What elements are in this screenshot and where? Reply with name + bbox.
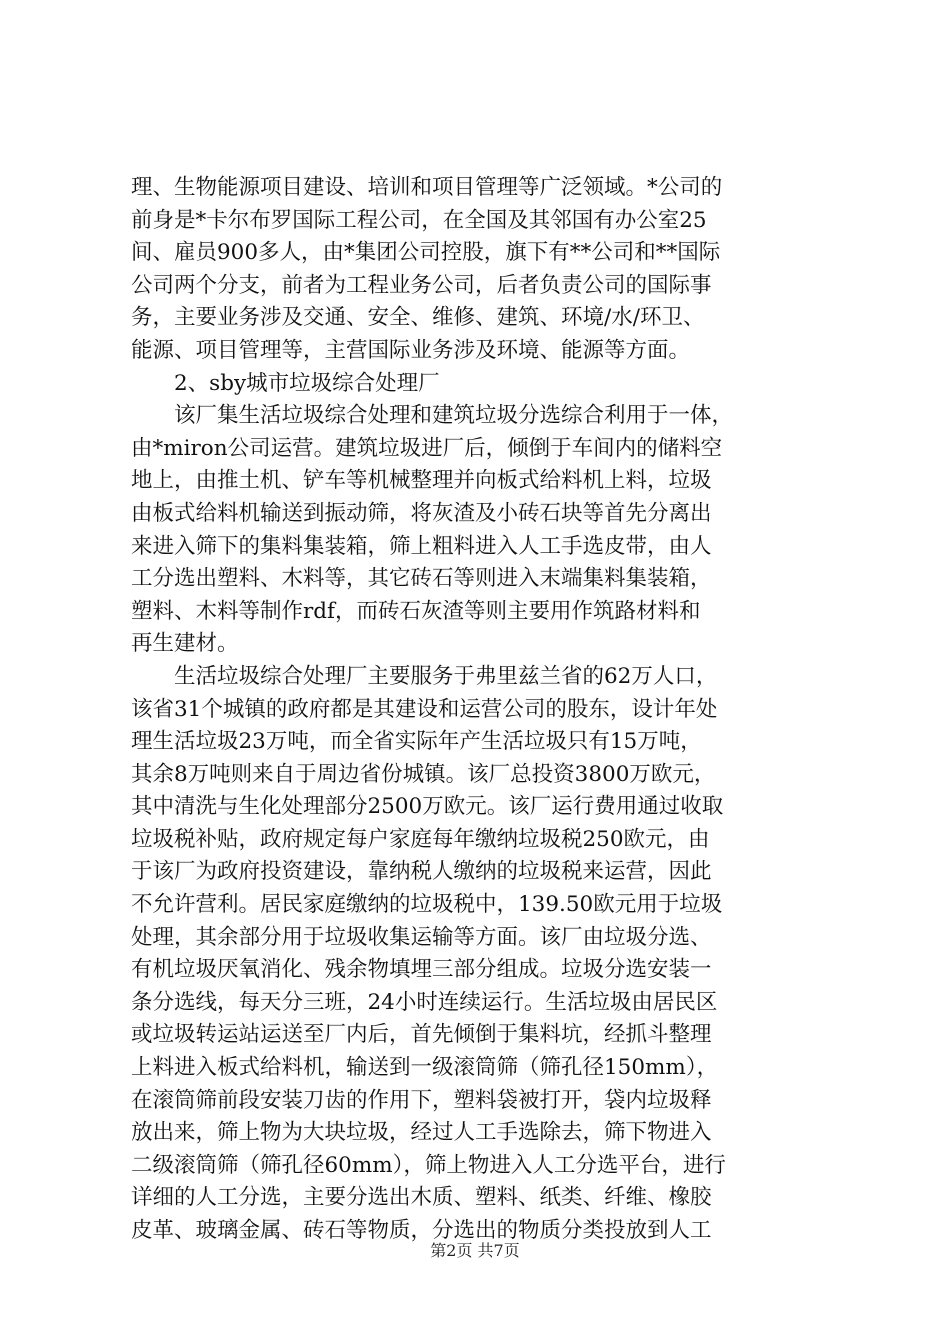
page-number: 第2页 共7页 bbox=[430, 1241, 520, 1260]
text-line: 于该厂为政府投资建设，靠纳税人缴纳的垃圾税来运营，因此 bbox=[131, 859, 712, 885]
text-line: 有机垃圾厌氧消化、残余物填埋三部分组成。垃圾分选安装一 bbox=[131, 957, 712, 983]
text-line: 该厂集生活垃圾综合处理和建筑垃圾分选综合利用于一体， bbox=[131, 403, 734, 429]
text-line: 理、生物能源项目建设、培训和项目管理等广泛领域。*公司的 bbox=[131, 175, 723, 200]
text-line: 塑料、木料等制作rdf，而砖石灰渣等则主要用作筑路材料和 bbox=[131, 598, 701, 624]
text-line: 上料进入板式给料机，输送到一级滚筒筛（筛孔径150mm）， bbox=[131, 1055, 719, 1081]
text-line: 垃圾税补贴，政府规定每户家庭每年缴纳垃圾税250欧元，由 bbox=[131, 826, 710, 852]
text-line: 由*miron公司运营。建筑垃圾进厂后，倾倒于车间内的储料空 bbox=[131, 435, 723, 461]
text-line: 公司两个分支，前者为工程业务公司，后者负责公司的国际事 bbox=[131, 272, 712, 298]
text-line: 二级滚筒筛（筛孔径60mm），筛上物进入人工分选平台，进行 bbox=[131, 1152, 726, 1178]
text-line: 能源、项目管理等，主营国际业务涉及环境、能源等方面。 bbox=[131, 337, 691, 363]
text-line: 放出来，筛上物为大块垃圾，经过人工手选除去，筛下物进入 bbox=[131, 1120, 712, 1146]
text-line: 不允许营利。居民家庭缴纳的垃圾税中，139.50欧元用于垃圾 bbox=[131, 892, 723, 918]
body-text bbox=[131, 172, 831, 1248]
text-line: 理生活垃圾23万吨，而全省实际年产生活垃圾只有15万吨， bbox=[131, 729, 702, 755]
text-line: 前身是*卡尔布罗国际工程公司，在全国及其邻国有办公室25 bbox=[131, 207, 707, 233]
text-line: 处理，其余部分用于垃圾收集运输等方面。该厂由垃圾分选、 bbox=[131, 924, 712, 950]
text-line: 皮革、玻璃金属、砖石等物质，分选出的物质分类投放到人工 bbox=[131, 1218, 712, 1243]
text-line: 其中清洗与生化处理部分2500万欧元。该厂运行费用通过收取 bbox=[131, 794, 724, 820]
text-line: 来进入筛下的集料集装箱，筛上粗料进入人工手选皮带，由人 bbox=[131, 533, 712, 559]
text-line: 工分选出塑料、木料等，其它砖石等则进入末端集料集装箱， bbox=[131, 566, 712, 592]
text-line: 间、雇员900多人，由*集团公司控股，旗下有**公司和**国际 bbox=[131, 240, 721, 266]
text-line: 在滚筒筛前段安装刀齿的作用下，塑料袋被打开，袋内垃圾释 bbox=[131, 1087, 712, 1113]
text-line: 该省31个城镇的政府都是其建设和运营公司的股东，设计年处 bbox=[131, 696, 718, 722]
section-heading: 2、sby城市垃圾综合处理厂 bbox=[174, 370, 440, 396]
text-line: 生活垃圾综合处理厂主要服务于弗里兹兰省的62万人口， bbox=[131, 663, 718, 689]
text-line: 地上，由推土机、铲车等机械整理并向板式给料机上料，垃圾 bbox=[131, 468, 712, 494]
text-line: 其余8万吨则来自于周边省份城镇。该厂总投资3800万欧元， bbox=[131, 761, 716, 787]
text-line: 再生建材。 bbox=[131, 631, 239, 657]
text-line: 由板式给料机输送到振动筛，将灰渣及小砖石块等首先分离出 bbox=[131, 500, 712, 526]
text-line: 条分选线，每天分三班，24小时连续运行。生活垃圾由居民区 bbox=[131, 989, 718, 1015]
text-line: 务，主要业务涉及交通、安全、维修、建筑、环境/水/环卫、 bbox=[131, 305, 705, 331]
text-line: 详细的人工分选，主要分选出木质、塑料、纸类、纤维、橡胶 bbox=[131, 1185, 712, 1211]
text-line: 或垃圾转运站运送至厂内后，首先倾倒于集料坑，经抓斗整理 bbox=[131, 1022, 712, 1048]
